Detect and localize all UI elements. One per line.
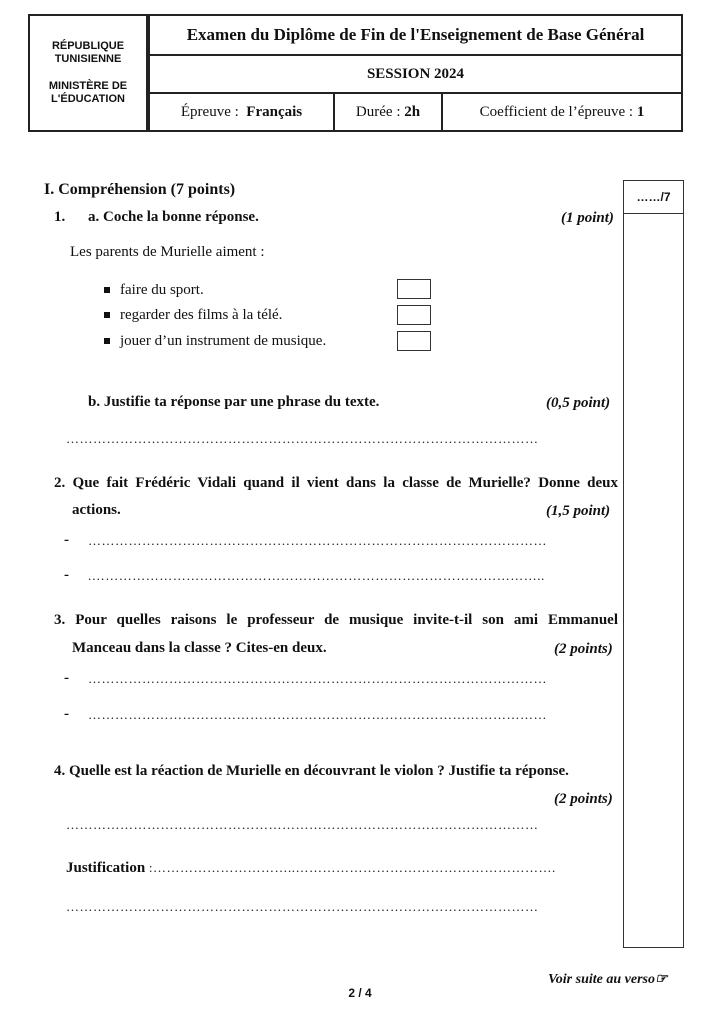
q1-number: 1. bbox=[54, 209, 66, 225]
q1a-points: (1 point) bbox=[561, 210, 614, 226]
duree-value: 2h bbox=[404, 103, 421, 120]
score-column bbox=[623, 180, 684, 948]
option-1: faire du sport. bbox=[104, 282, 204, 299]
q3-dash-2: - bbox=[64, 706, 69, 722]
q1b-label: b. Justifie ta réponse par une phrase du texte. bbox=[88, 394, 380, 410]
header-institution-box bbox=[28, 14, 148, 132]
option-3: jouer d’un instrument de musique. bbox=[104, 333, 326, 350]
option-2: regarder des films à la télé. bbox=[104, 307, 282, 324]
republique-label: RÉPUBLIQUE TUNISIENNE bbox=[51, 40, 125, 65]
bullet-square-icon bbox=[104, 338, 110, 344]
exam-title-row bbox=[150, 16, 681, 56]
exam-title: Examen du Diplôme de Fin de l'Enseignement de Base Général bbox=[186, 25, 645, 44]
verso-note: Voir suite au verso☞ bbox=[548, 972, 668, 987]
q3-answer-line-1[interactable]: ………………………………………………………………………………………… bbox=[88, 671, 547, 686]
option-3-checkbox[interactable] bbox=[397, 331, 431, 351]
bullet-square-icon bbox=[104, 312, 110, 318]
q1b-points: (0,5 point) bbox=[546, 395, 611, 411]
coefficient-value: 1 bbox=[636, 103, 645, 120]
q1-intro: Les parents de Murielle aiment : bbox=[70, 244, 265, 260]
option-2-checkbox[interactable] bbox=[397, 305, 431, 325]
ministere-label: MINISTÈRE DE L'ÉDUCATION bbox=[48, 80, 128, 105]
q2-dash-2: - bbox=[64, 567, 69, 583]
page-number: 2 / 4 bbox=[348, 986, 372, 1000]
q4-answer-line-2[interactable]: …………………………………………………………………………………………… bbox=[66, 899, 539, 914]
option-1-checkbox[interactable] bbox=[397, 279, 431, 299]
session-row bbox=[150, 56, 681, 94]
q3-dash-1: - bbox=[64, 670, 69, 686]
q2-question-line1: 2. Que fait Frédéric Vidali quand il vient dans la classe de Murielle? Donne deux bbox=[54, 475, 618, 491]
coefficient-cell: Coefficient de l’épreuve : 1 bbox=[479, 103, 645, 120]
q4-points: (2 points) bbox=[554, 791, 613, 807]
q2-answer-line-2[interactable]: .……………………………………………………………………………………….. bbox=[88, 568, 545, 583]
session-label: SESSION 2024 bbox=[366, 65, 465, 82]
meta-row bbox=[150, 94, 681, 130]
q3-points: (2 points) bbox=[554, 641, 613, 657]
duree-cell: Durée : 2h bbox=[335, 94, 443, 130]
section-title: I. Compréhension (7 points) bbox=[44, 181, 236, 198]
q1b-answer-line[interactable]: …………………………………………………………………………………………… bbox=[66, 431, 539, 446]
q3-question-line2: Manceau dans la classe ? Cites-en deux. bbox=[72, 640, 327, 656]
justification-label: Justification bbox=[66, 860, 146, 876]
q2-answer-line-1[interactable]: ………………………………………………………………………………………… bbox=[88, 533, 547, 548]
epreuve-cell: Épreuve : Français bbox=[150, 94, 335, 130]
justification-answer[interactable]: :…………………………..…………………………………………………. bbox=[145, 860, 556, 875]
epreuve-value: Français bbox=[246, 103, 303, 120]
score-box[interactable] bbox=[624, 181, 683, 214]
q4-question: 4. Quelle est la réaction de Murielle en découvrant le violon ? Justifie ta réponse. bbox=[54, 763, 569, 779]
q1a-label: a. Coche la bonne réponse. bbox=[88, 209, 259, 225]
q4-justification bbox=[66, 860, 556, 877]
score-total: ……/7 bbox=[636, 190, 671, 204]
header-exam-box bbox=[148, 14, 683, 132]
q3-answer-line-2[interactable]: ………………………………………………………………………………………… bbox=[88, 707, 547, 722]
q2-dash-1: - bbox=[64, 532, 69, 548]
q3-question-line1: 3. Pour quelles raisons le professeur de musique invite-t-il son ami Emmanuel bbox=[54, 612, 618, 628]
q2-points: (1,5 point) bbox=[546, 503, 611, 519]
q2-question-line2: actions. bbox=[72, 502, 121, 518]
bullet-square-icon bbox=[104, 287, 110, 293]
q4-answer-line[interactable]: …………………………………………………………………………………………… bbox=[66, 817, 539, 832]
